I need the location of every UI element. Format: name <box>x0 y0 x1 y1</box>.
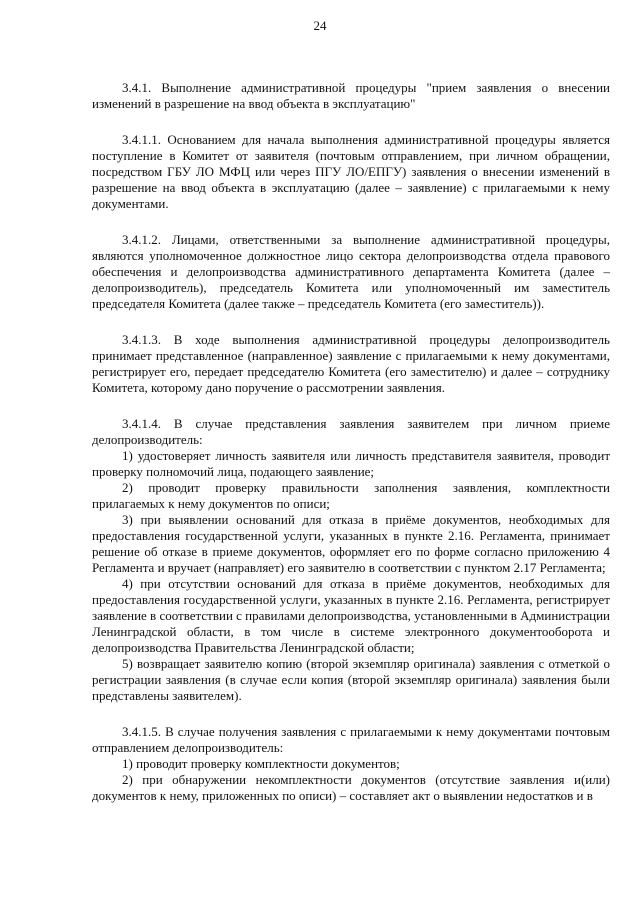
list-item: 1) удостоверяет личность заявителя или личность представителя заявителя, проводит проверку полномочий лица, подающего заявление; <box>92 448 610 479</box>
document-body <box>92 80 610 824</box>
paragraph: 3.4.1.3. В ходе выполнения административной процедуры делопроизводитель принимает представленное (направленное) заявление с прилагаемыми к нему документами, регистрирует его, передает председателю Комитета (его заместителю) и далее – сотруднику Комитета, которому дано поручение о рассмотрении заявления. <box>92 332 610 395</box>
paragraph: 3.4.1.2. Лицами, ответственными за выполнение административной процедуры, являются уполномоченное должностное лицо сектора делопроизводства отдела правового обеспечения и делопроизводства административного департамента Комитета (далее – делопроизводитель), председатель Комитета или уполномоченный им заместитель председателя Комитета (далее также – председатель Комитета (его заместитель)). <box>92 232 610 311</box>
list-item: 2) при обнаружении некомплектности документов (отсутствие заявления и(или) документов к нему, приложенных по описи) – составляет акт о выявлении недостатков и в <box>92 772 610 803</box>
paragraph: 3.4.1.4. В случае представления заявления заявителем при личном приеме делопроизводитель: <box>92 416 610 447</box>
list-item: 5) возвращает заявителю копию (второй экземпляр оригинала) заявления с отметкой о регистрации заявления (в случае если копия (второй экземпляр оригинала) заявления были представлены заявителем). <box>92 656 610 703</box>
section-3-4-1-1 <box>92 132 610 212</box>
section-3-4-1-4 <box>92 416 610 704</box>
page-number: 24 <box>313 18 327 33</box>
paragraph: 3.4.1.1. Основанием для начала выполнения административной процедуры является поступление в Комитет от заявителя (почтовым отправлением, при личном обращении, посредством ГБУ ЛО МФЦ или через ПГУ ЛО/ЕПГУ) заявления о внесении изменений в разрешение на ввод объекта в эксплуатацию (далее – заявление) с прилагаемыми к нему документами. <box>92 132 610 211</box>
paragraph: 3.4.1.5. В случае получения заявления с прилагаемыми к нему документами почтовым отправлением делопроизводитель: <box>92 724 610 755</box>
list-item: 4) при отсутствии оснований для отказа в приёме документов, необходимых для предоставления государственной услуги, указанных в пункте 2.16. Регламента, регистрирует заявление в соответствии с правилами делопроизводства, установленными в Администрации Ленинградской области, в том числе в системе электронного документооборота и делопроизводства Правительства Ленинградской области; <box>92 576 610 655</box>
list-item: 3) при выявлении оснований для отказа в приёме документов, необходимых для предоставления государственной услуги, указанных в пункте 2.16. Регламента, принимает решение об отказе в приеме документов, оформляет его по форме согласно приложению 4 Регламента и вручает (направляет) его заявителю в соответствии с пунктом 2.17 Регламента; <box>92 512 610 575</box>
paragraph: 3.4.1. Выполнение административной процедуры "прием заявления о внесении изменений в разрешение на ввод объекта в эксплуатацию" <box>92 80 610 111</box>
section-3-4-1-5 <box>92 724 610 804</box>
list-item: 1) проводит проверку комплектности документов; <box>122 756 400 771</box>
section-3-4-1 <box>92 80 610 112</box>
list-item: 2) проводит проверку правильности заполнения заявления, комплектности прилагаемых к нему документов по описи; <box>92 480 610 511</box>
section-3-4-1-2 <box>92 232 610 312</box>
section-3-4-1-3 <box>92 332 610 396</box>
